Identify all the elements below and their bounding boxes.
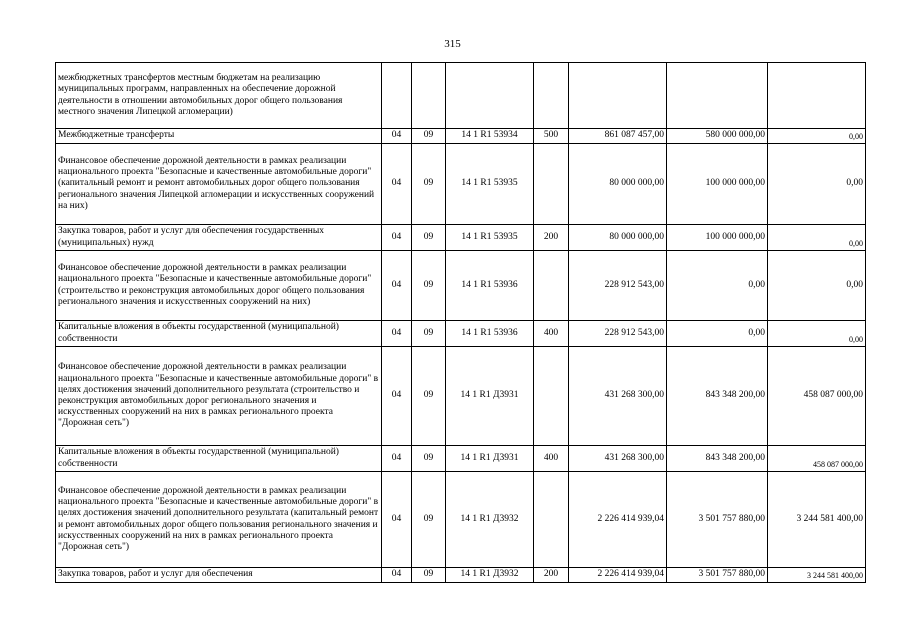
expense-type xyxy=(534,347,569,446)
sum-year-1: 80 000 000,00 xyxy=(569,225,667,251)
row-name: Финансовое обеспечение дорожной деятельности в рамках реализации национального проекта "Безопасные и качественные автомобильные дороги" (капитальный ремонт и ремонт автомобильных дорог общего пользования регионального значения Липецкой агломерации и искусственных сооружений на них) xyxy=(56,144,382,225)
section-code: 04 xyxy=(382,347,412,446)
expense-type xyxy=(534,251,569,321)
subsection-code: 09 xyxy=(412,347,446,446)
sum-year-1: 2 226 414 939,04 xyxy=(569,472,667,568)
subsection-code: 09 xyxy=(412,568,446,583)
sum-year-1: 228 912 543,00 xyxy=(569,321,667,347)
section-code: 04 xyxy=(382,321,412,347)
table-row xyxy=(56,251,866,321)
sum-year-2: 100 000 000,00 xyxy=(667,144,768,225)
section-code: 04 xyxy=(382,446,412,472)
subsection-code: 09 xyxy=(412,225,446,251)
subsection-code: 09 xyxy=(412,321,446,347)
subsection-code: 09 xyxy=(412,129,446,144)
row-name: Финансовое обеспечение дорожной деятельности в рамках реализации национального проекта "Безопасные и качественные автомобильные дороги" в целях достижения значений дополнительного результата (строительство и реконструкция автомобильных дорог регионального значения и искусственных сооружений на них в рамках регионального проекта "Дорожная сеть") xyxy=(56,347,382,446)
sum-year-1: 431 268 300,00 xyxy=(569,446,667,472)
table-row xyxy=(56,472,866,568)
sum-year-1: 80 000 000,00 xyxy=(569,144,667,225)
section-code xyxy=(382,63,412,129)
expense-type: 400 xyxy=(534,446,569,472)
target-article: 14 1 R1 53934 xyxy=(446,129,534,144)
sum-year-3: 0,00 xyxy=(768,251,866,321)
subsection-code: 09 xyxy=(412,446,446,472)
expense-type: 200 xyxy=(534,568,569,583)
sum-year-1 xyxy=(569,63,667,129)
sum-year-3: 0,00 xyxy=(768,129,866,144)
sum-year-2: 0,00 xyxy=(667,321,768,347)
sum-year-2: 100 000 000,00 xyxy=(667,225,768,251)
page-number: 315 xyxy=(444,38,461,50)
section-code: 04 xyxy=(382,129,412,144)
sum-year-2 xyxy=(667,63,768,129)
sum-year-2: 3 501 757 880,00 xyxy=(667,472,768,568)
table-row xyxy=(56,446,866,472)
table-row xyxy=(56,63,866,129)
sum-year-3: 458 087 000,00 xyxy=(768,347,866,446)
budget-table xyxy=(55,62,866,583)
subsection-code xyxy=(412,63,446,129)
table-row xyxy=(56,321,866,347)
section-code: 04 xyxy=(382,568,412,583)
target-article: 14 1 R1 Д3932 xyxy=(446,472,534,568)
target-article: 14 1 R1 Д3931 xyxy=(446,446,534,472)
target-article: 14 1 R1 Д3931 xyxy=(446,347,534,446)
section-code: 04 xyxy=(382,225,412,251)
expense-type: 400 xyxy=(534,321,569,347)
sum-year-1: 861 087 457,00 xyxy=(569,129,667,144)
section-code: 04 xyxy=(382,144,412,225)
target-article: 14 1 R1 53936 xyxy=(446,251,534,321)
sum-year-3: 0,00 xyxy=(768,144,866,225)
row-name: Финансовое обеспечение дорожной деятельности в рамках реализации национального проекта "Безопасные и качественные автомобильные дороги" (строительство и реконструкция автомобильных дорог общего пользования регионального значения и искусственных сооружений на них) xyxy=(56,251,382,321)
row-name: Капитальные вложения в объекты государственной (муниципальной) собственности xyxy=(56,321,382,347)
target-article: 14 1 R1 53936 xyxy=(446,321,534,347)
row-name: Финансовое обеспечение дорожной деятельности в рамках реализации национального проекта "Безопасные и качественные автомобильные дороги" в целях достижения значений дополнительного результата (капитальный ремонт и ремонт автомобильных дорог общего пользования регионального значения и искусственных сооружений на них в рамках регионального проекта "Дорожная сеть") xyxy=(56,472,382,568)
expense-type xyxy=(534,144,569,225)
table-row xyxy=(56,568,866,583)
sum-year-1: 431 268 300,00 xyxy=(569,347,667,446)
sum-year-3: 3 244 581 400,00 xyxy=(768,568,866,583)
table-row xyxy=(56,144,866,225)
sum-year-2: 843 348 200,00 xyxy=(667,446,768,472)
table-row xyxy=(56,347,866,446)
sum-year-2: 3 501 757 880,00 xyxy=(667,568,768,583)
subsection-code: 09 xyxy=(412,472,446,568)
row-name: Закупка товаров, работ и услуг для обеспечения xyxy=(56,568,382,583)
row-name: Закупка товаров, работ и услуг для обеспечения государственных (муниципальных) нужд xyxy=(56,225,382,251)
sum-year-1: 2 226 414 939,04 xyxy=(569,568,667,583)
target-article xyxy=(446,63,534,129)
sum-year-2: 843 348 200,00 xyxy=(667,347,768,446)
target-article: 14 1 R1 Д3932 xyxy=(446,568,534,583)
sum-year-2: 0,00 xyxy=(667,251,768,321)
sum-year-3: 0,00 xyxy=(768,225,866,251)
row-name: Капитальные вложения в объекты государственной (муниципальной) собственности xyxy=(56,446,382,472)
sum-year-2: 580 000 000,00 xyxy=(667,129,768,144)
sum-year-3: 458 087 000,00 xyxy=(768,446,866,472)
expense-type xyxy=(534,472,569,568)
row-name: межбюджетных трансфертов местным бюджетам на реализацию муниципальных программ, направленных на обеспечение дорожной деятельности в отношении автомобильных дорог общего пользования местного значения Липецкой агломерации) xyxy=(56,63,382,129)
target-article: 14 1 R1 53935 xyxy=(446,144,534,225)
sum-year-1: 228 912 543,00 xyxy=(569,251,667,321)
expense-type: 200 xyxy=(534,225,569,251)
target-article: 14 1 R1 53935 xyxy=(446,225,534,251)
sum-year-3: 3 244 581 400,00 xyxy=(768,472,866,568)
subsection-code: 09 xyxy=(412,251,446,321)
subsection-code: 09 xyxy=(412,144,446,225)
section-code: 04 xyxy=(382,251,412,321)
expense-type: 500 xyxy=(534,129,569,144)
table-row xyxy=(56,129,866,144)
expense-type xyxy=(534,63,569,129)
table-row xyxy=(56,225,866,251)
section-code: 04 xyxy=(382,472,412,568)
sum-year-3 xyxy=(768,63,866,129)
row-name: Межбюджетные трансферты xyxy=(56,129,382,144)
sum-year-3: 0,00 xyxy=(768,321,866,347)
